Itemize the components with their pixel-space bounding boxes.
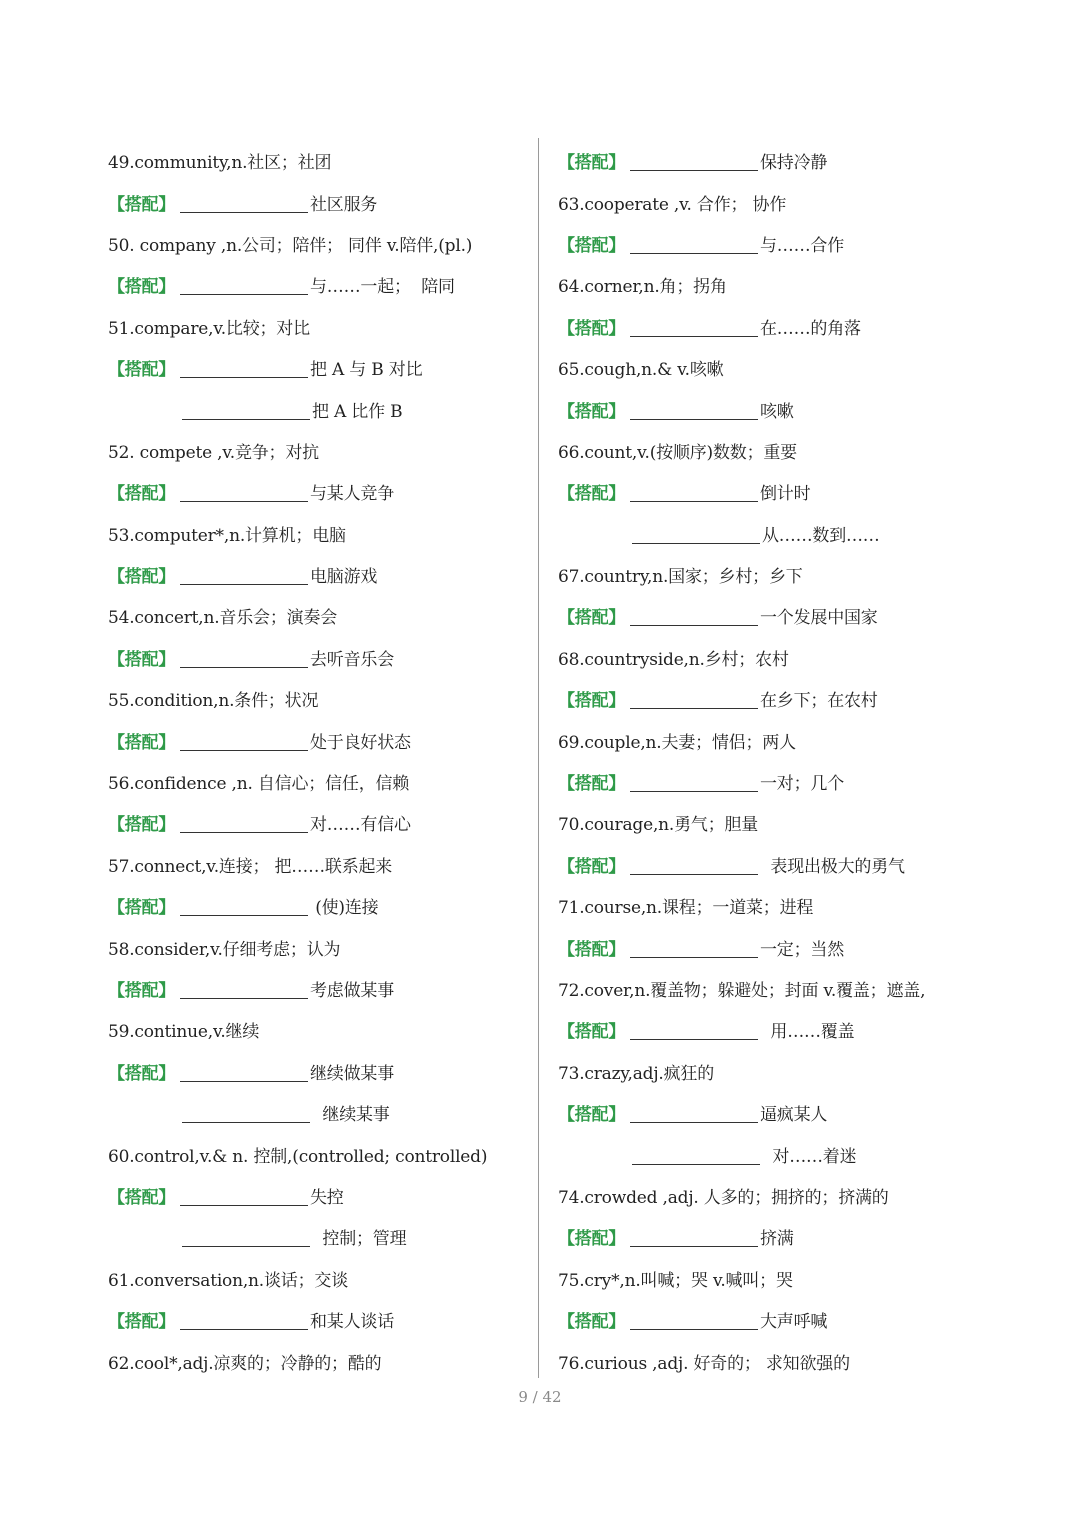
entry-text: 66.count,v.(按顺序)数数；重要 (558, 442, 797, 463)
fill-in-blank (180, 1185, 308, 1206)
vocab-entry (558, 719, 978, 760)
collocation-line (558, 1009, 978, 1050)
entry-text: 61.conversation,n.谈话；交谈 (108, 1270, 348, 1291)
collocation-line (108, 802, 528, 843)
collocation-meaning: 控制；管理 (312, 1229, 407, 1250)
collocation-line (558, 1299, 978, 1340)
vocab-entry (558, 430, 978, 471)
fill-in-blank (630, 605, 758, 626)
collocation-continuation (108, 1216, 528, 1257)
entry-text: 69.couple,n.夫妻；情侣；两人 (558, 732, 796, 753)
collocation-continuation (108, 1092, 528, 1133)
fill-in-blank (180, 730, 308, 751)
collocation-line (108, 347, 528, 388)
fill-in-blank (632, 1144, 760, 1165)
collocation-meaning: 去听音乐会 (310, 649, 394, 670)
collocation-line (558, 926, 978, 967)
entry-text: 53.computer*,n.计算机；电脑 (108, 525, 346, 546)
entry-text: 54.concert,n.音乐会；演奏会 (108, 608, 338, 629)
vocab-entry (558, 554, 978, 595)
entry-text: 57.connect,v.连接； 把……联系起来 (108, 856, 393, 877)
collocation-meaning: 保持冷静 (760, 153, 828, 174)
entry-text: 65.cough,n.& v.咳嗽 (558, 360, 724, 381)
collocation-meaning: 社区服务 (310, 194, 378, 215)
fill-in-blank (630, 316, 758, 337)
collocation-line (558, 1092, 978, 1133)
vocab-entry (558, 1258, 978, 1299)
fill-in-blank (180, 192, 308, 213)
fill-in-blank (180, 895, 308, 916)
vocab-entry (558, 637, 978, 678)
entry-text: 76.curious ,adj. 好奇的； 求知欲强的 (558, 1353, 850, 1374)
vocab-entry (108, 223, 528, 264)
vocab-entry (558, 347, 978, 388)
collocation-line (108, 1299, 528, 1340)
vocab-entry (108, 761, 528, 802)
collocation-tag: 【搭配】 (108, 815, 176, 836)
vocab-entry (108, 926, 528, 967)
entry-text: 75.cry*,n.叫喊；哭 v.喊叫；哭 (558, 1270, 793, 1291)
left-column (108, 140, 528, 1382)
collocation-line (558, 844, 978, 885)
entry-text: 72.cover,n.覆盖物；躲避处；封面 v.覆盖；遮盖, (558, 981, 926, 1001)
vocab-entry (558, 968, 978, 1009)
entry-text: 68.countryside,n.乡村；农村 (558, 649, 789, 670)
entry-text: 60.control,v.& n. 控制,(controlled; controlled) (108, 1146, 488, 1167)
collocation-tag: 【搭配】 (108, 1312, 176, 1333)
collocation-meaning: 挤满 (760, 1229, 794, 1250)
collocation-meaning: (使)连接 (310, 898, 379, 919)
collocation-tag: 【搭配】 (108, 732, 176, 753)
vocab-entry (108, 1009, 528, 1050)
collocation-meaning: 继续某事 (312, 1105, 390, 1126)
collocation-tag: 【搭配】 (108, 194, 176, 215)
collocation-tag: 【搭配】 (558, 1312, 626, 1333)
collocation-line (108, 1175, 528, 1216)
vocab-entry (108, 513, 528, 554)
entry-text: 64.corner,n.角；拐角 (558, 277, 727, 298)
vocab-entry (558, 802, 978, 843)
fill-in-blank (182, 1102, 310, 1123)
collocation-meaning: 用……覆盖 (760, 1022, 855, 1043)
collocation-line (108, 554, 528, 595)
collocation-continuation (108, 388, 528, 429)
collocation-tag: 【搭配】 (558, 856, 626, 877)
fill-in-blank (630, 1102, 758, 1123)
fill-in-blank (180, 481, 308, 502)
collocation-meaning: 大声呼喊 (760, 1312, 828, 1333)
collocation-meaning: 一定；当然 (760, 939, 844, 960)
collocation-tag: 【搭配】 (108, 649, 176, 670)
collocation-meaning: 把 A 比作 B (312, 401, 403, 422)
collocation-tag: 【搭配】 (558, 691, 626, 712)
fill-in-blank (630, 233, 758, 254)
collocation-line (108, 264, 528, 305)
entry-text: 62.cool*,adj.凉爽的；冷静的；酷的 (108, 1353, 382, 1374)
collocation-meaning: 从……数到…… (762, 525, 880, 546)
collocation-line (558, 761, 978, 802)
vocab-entry (108, 1133, 528, 1174)
fill-in-blank (180, 1309, 308, 1330)
collocation-line (558, 388, 978, 429)
right-column (558, 140, 978, 1382)
entry-text: 59.continue,v.继续 (108, 1022, 260, 1043)
collocation-meaning: 在乡下；在农村 (760, 691, 878, 712)
collocation-line (558, 223, 978, 264)
fill-in-blank (632, 523, 760, 544)
entry-text: 74.crowded ,adj. 人多的；拥挤的；挤满的 (558, 1187, 889, 1208)
vocab-entry (108, 844, 528, 885)
collocation-tag: 【搭配】 (108, 484, 176, 505)
collocation-meaning: 与……一起； 陪同 (310, 277, 455, 298)
entry-text: 70.courage,n.勇气；胆量 (558, 815, 759, 836)
collocation-tag: 【搭配】 (558, 318, 626, 339)
collocation-meaning: 和某人谈话 (310, 1312, 394, 1333)
collocation-meaning: 与某人竞争 (310, 484, 394, 505)
collocation-meaning: 逼疯某人 (760, 1105, 828, 1126)
fill-in-blank (180, 1061, 308, 1082)
page-number: 9 / 42 (518, 1388, 562, 1406)
fill-in-blank (630, 688, 758, 709)
fill-in-blank (630, 1226, 758, 1247)
collocation-line (558, 678, 978, 719)
entry-text: 71.course,n.课程；一道菜；进程 (558, 898, 814, 919)
fill-in-blank (180, 357, 308, 378)
collocation-tag: 【搭配】 (108, 981, 176, 1001)
collocation-meaning: 考虑做某事 (310, 981, 394, 1001)
fill-in-blank (630, 150, 758, 171)
collocation-meaning: 对……着迷 (762, 1146, 857, 1167)
vocab-entry (108, 1340, 528, 1381)
collocation-tag: 【搭配】 (558, 1022, 626, 1043)
collocation-tag: 【搭配】 (558, 1229, 626, 1250)
collocation-tag: 【搭配】 (108, 567, 176, 588)
entry-text: 55.condition,n.条件；状况 (108, 691, 319, 712)
collocation-meaning: 失控 (310, 1187, 344, 1208)
collocation-line (108, 1051, 528, 1092)
vocab-entry (558, 885, 978, 926)
entry-text: 52. compete ,v.竞争；对抗 (108, 442, 319, 463)
fill-in-blank (180, 978, 308, 999)
vocab-entry (558, 264, 978, 305)
fill-in-blank (180, 564, 308, 585)
vocab-entry (108, 678, 528, 719)
collocation-line (558, 595, 978, 636)
collocation-line (558, 1216, 978, 1257)
collocation-line (108, 181, 528, 222)
column-divider (538, 138, 539, 1378)
vocab-entry (108, 1258, 528, 1299)
fill-in-blank (630, 1019, 758, 1040)
collocation-tag: 【搭配】 (558, 939, 626, 960)
entry-text: 51.compare,v.比较；对比 (108, 318, 310, 339)
collocation-continuation (558, 1133, 978, 1174)
collocation-continuation (558, 513, 978, 554)
collocation-tag: 【搭配】 (558, 484, 626, 505)
collocation-line (558, 306, 978, 347)
fill-in-blank (182, 1226, 310, 1247)
collocation-tag: 【搭配】 (108, 898, 176, 919)
fill-in-blank (630, 481, 758, 502)
collocation-meaning: 一个发展中国家 (760, 608, 878, 629)
collocation-line (108, 637, 528, 678)
collocation-meaning: 一对；几个 (760, 774, 844, 795)
fill-in-blank (630, 399, 758, 420)
entry-text: 50. company ,n.公司；陪伴； 同伴 v.陪伴,(pl.) (108, 235, 473, 256)
collocation-line (108, 719, 528, 760)
collocation-line (558, 471, 978, 512)
fill-in-blank (180, 274, 308, 295)
entry-text: 49.community,n.社区；社团 (108, 153, 332, 174)
collocation-tag: 【搭配】 (108, 1187, 176, 1208)
collocation-meaning: 处于良好状态 (310, 732, 411, 753)
entry-text: 67.country,n.国家；乡村；乡下 (558, 567, 803, 588)
collocation-meaning: 倒计时 (760, 484, 811, 505)
collocation-meaning: 咳嗽 (760, 401, 794, 422)
collocation-tag: 【搭配】 (558, 235, 626, 256)
collocation-tag: 【搭配】 (558, 401, 626, 422)
vocab-entry (558, 1051, 978, 1092)
collocation-meaning: 对……有信心 (310, 815, 411, 836)
vocab-entry (108, 140, 528, 181)
collocation-tag: 【搭配】 (558, 774, 626, 795)
collocation-line (558, 140, 978, 181)
collocation-line (108, 471, 528, 512)
fill-in-blank (630, 937, 758, 958)
collocation-tag: 【搭配】 (558, 1105, 626, 1126)
collocation-meaning: 把 A 与 B 对比 (310, 360, 423, 381)
collocation-tag: 【搭配】 (108, 1063, 176, 1084)
entry-text: 56.confidence ,n. 自信心；信任，信赖 (108, 774, 410, 795)
collocation-line (108, 885, 528, 926)
entry-text: 63.cooperate ,v. 合作； 协作 (558, 194, 787, 215)
collocation-tag: 【搭配】 (558, 153, 626, 174)
vocab-entry (558, 1175, 978, 1216)
vocab-entry (108, 430, 528, 471)
vocab-entry (108, 595, 528, 636)
collocation-meaning: 电脑游戏 (310, 567, 378, 588)
collocation-tag: 【搭配】 (108, 360, 176, 381)
collocation-tag: 【搭配】 (108, 277, 176, 298)
fill-in-blank (182, 399, 310, 420)
entry-text: 73.crazy,adj.疯狂的 (558, 1063, 715, 1084)
fill-in-blank (630, 854, 758, 875)
fill-in-blank (630, 1309, 758, 1330)
vocab-entry (558, 181, 978, 222)
vocab-entry (558, 1340, 978, 1381)
collocation-meaning: 与……合作 (760, 235, 844, 256)
fill-in-blank (180, 647, 308, 668)
collocation-tag: 【搭配】 (558, 608, 626, 629)
fill-in-blank (180, 812, 308, 833)
collocation-line (108, 968, 528, 1009)
collocation-meaning: 在……的角落 (760, 318, 861, 339)
collocation-meaning: 表现出极大的勇气 (760, 856, 905, 877)
fill-in-blank (630, 771, 758, 792)
vocab-entry (108, 306, 528, 347)
collocation-meaning: 继续做某事 (310, 1063, 394, 1084)
entry-text: 58.consider,v.仔细考虑；认为 (108, 939, 341, 960)
